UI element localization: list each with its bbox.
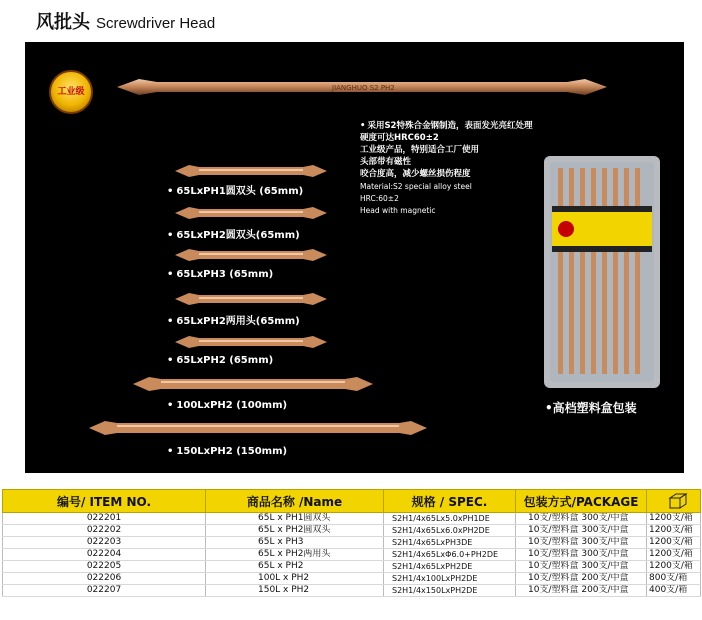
header-carton [647, 490, 701, 513]
name-cell: 65L x PH2两用头 [206, 549, 384, 561]
top-bit-image [117, 76, 607, 98]
title-english: Screwdriver Head [96, 15, 216, 32]
bit-label-7: • 150LxPH2 (150mm) [167, 446, 288, 457]
table-row [3, 573, 701, 585]
carton-box-icon [668, 493, 688, 509]
package-cell: 10支/塑料盒 200支/中盒 [516, 585, 647, 597]
spec-cn-5: 咬合度高，减少螺丝损伤程度 [360, 169, 471, 179]
spec-cn-3: 工业级产品，特别适合工厂使用 [360, 145, 480, 155]
table-row [3, 513, 701, 525]
bit-image-6 [133, 376, 373, 392]
table-row [3, 585, 701, 597]
item-no-cell: 022202 [3, 525, 206, 537]
package-cell: 10支/塑料盒 300支/中盒 [516, 537, 647, 549]
name-cell: 65L x PH2圆双头 [206, 525, 384, 537]
bit-image-2 [175, 206, 327, 220]
name-cell: 100L x PH2 [206, 573, 384, 585]
spec-en-1: Material:S2 special alloy steel [360, 182, 472, 191]
bit-label-4: • 65LxPH2两用头(65mm) [167, 316, 300, 327]
spec-cell: S2H1/4x65LxPH2DE [384, 561, 516, 573]
table-row [3, 537, 701, 549]
title-chinese: 风批头 [36, 12, 90, 33]
item-no-cell: 022203 [3, 537, 206, 549]
item-no-cell: 022201 [3, 513, 206, 525]
spec-cell: S2H1/4x150LxPH2DE [384, 585, 516, 597]
table-row [3, 561, 701, 573]
material-spec-block [360, 120, 550, 216]
spec-cell: S2H1/4x65LxPH3DE [384, 537, 516, 549]
package-label: •高档塑料盒包装 [545, 401, 637, 415]
carton-cell: 1200支/箱 [647, 525, 701, 537]
name-cell: 150L x PH2 [206, 585, 384, 597]
plastic-case-image [542, 154, 662, 390]
spec-cell: S2H1/4x100LxPH2DE [384, 573, 516, 585]
carton-cell: 800支/箱 [647, 573, 701, 585]
spec-cell: S2H1/4x65Lx5.0xPH1DE [384, 513, 516, 525]
top-bit-engraving: JIANGHUO S2 PH2 [332, 84, 395, 92]
carton-cell: 1200支/箱 [647, 549, 701, 561]
table-row [3, 549, 701, 561]
bit-label-6: • 100LxPH2 (100mm) [167, 400, 288, 411]
item-no-cell: 022207 [3, 585, 206, 597]
header-package: 包装方式/PACKAGE [516, 490, 647, 513]
name-cell: 65L x PH3 [206, 537, 384, 549]
spec-cn-4: 头部带有磁性 [360, 157, 412, 167]
item-no-cell: 022204 [3, 549, 206, 561]
carton-cell: 1200支/箱 [647, 537, 701, 549]
package-cell: 10支/塑料盒 300支/中盒 [516, 549, 647, 561]
carton-cell: 1200支/箱 [647, 561, 701, 573]
bit-label-3: • 65LxPH3 (65mm) [167, 269, 274, 280]
spec-cell: S2H1/4x65Lx6.0xPH2DE [384, 525, 516, 537]
bit-label-2: • 65LxPH2圆双头(65mm) [167, 230, 300, 241]
name-cell: 65L x PH1圆双头 [206, 513, 384, 525]
page-title [36, 8, 216, 33]
spec-en-2: HRC:60±2 [360, 194, 399, 203]
bit-image-3 [175, 248, 327, 262]
bit-image-1 [175, 164, 327, 178]
badge-text: 工业级 [57, 87, 85, 97]
header-name: 商品名称 /Name [206, 490, 384, 513]
bit-label-5: • 65LxPH2 (65mm) [167, 355, 274, 366]
item-no-cell: 022205 [3, 561, 206, 573]
spec-cn-1: • 采用S2特殊合金钢制造，表面发光亮红处理 [360, 121, 533, 131]
item-no-cell: 022206 [3, 573, 206, 585]
package-cell: 10支/塑料盒 200支/中盒 [516, 573, 647, 585]
bit-label-1: • 65LxPH1圆双头 (65mm) [167, 186, 304, 197]
carton-cell: 1200支/箱 [647, 513, 701, 525]
table-row [3, 525, 701, 537]
spec-en-3: Head with magnetic [360, 206, 436, 215]
package-cell: 10支/塑料盒 300支/中盒 [516, 513, 647, 525]
product-panel [25, 42, 684, 473]
header-item-no: 编号/ ITEM NO. [3, 490, 206, 513]
product-spec-table [2, 489, 701, 597]
spec-cell: S2H1/4x65LxΦ6.0+PH2DE [384, 549, 516, 561]
name-cell: 65L x PH2 [206, 561, 384, 573]
industrial-grade-badge [49, 70, 93, 114]
bit-image-5 [175, 335, 327, 349]
package-cell: 10支/塑料盒 300支/中盒 [516, 561, 647, 573]
package-cell: 10支/塑料盒 300支/中盒 [516, 525, 647, 537]
carton-cell: 400支/箱 [647, 585, 701, 597]
bit-image-7 [89, 420, 427, 436]
spec-cn-2: 硬度可达HRC60±2 [360, 133, 439, 143]
header-spec: 规格 / SPEC. [384, 490, 516, 513]
bit-image-4 [175, 292, 327, 306]
table-header-row [3, 490, 701, 513]
